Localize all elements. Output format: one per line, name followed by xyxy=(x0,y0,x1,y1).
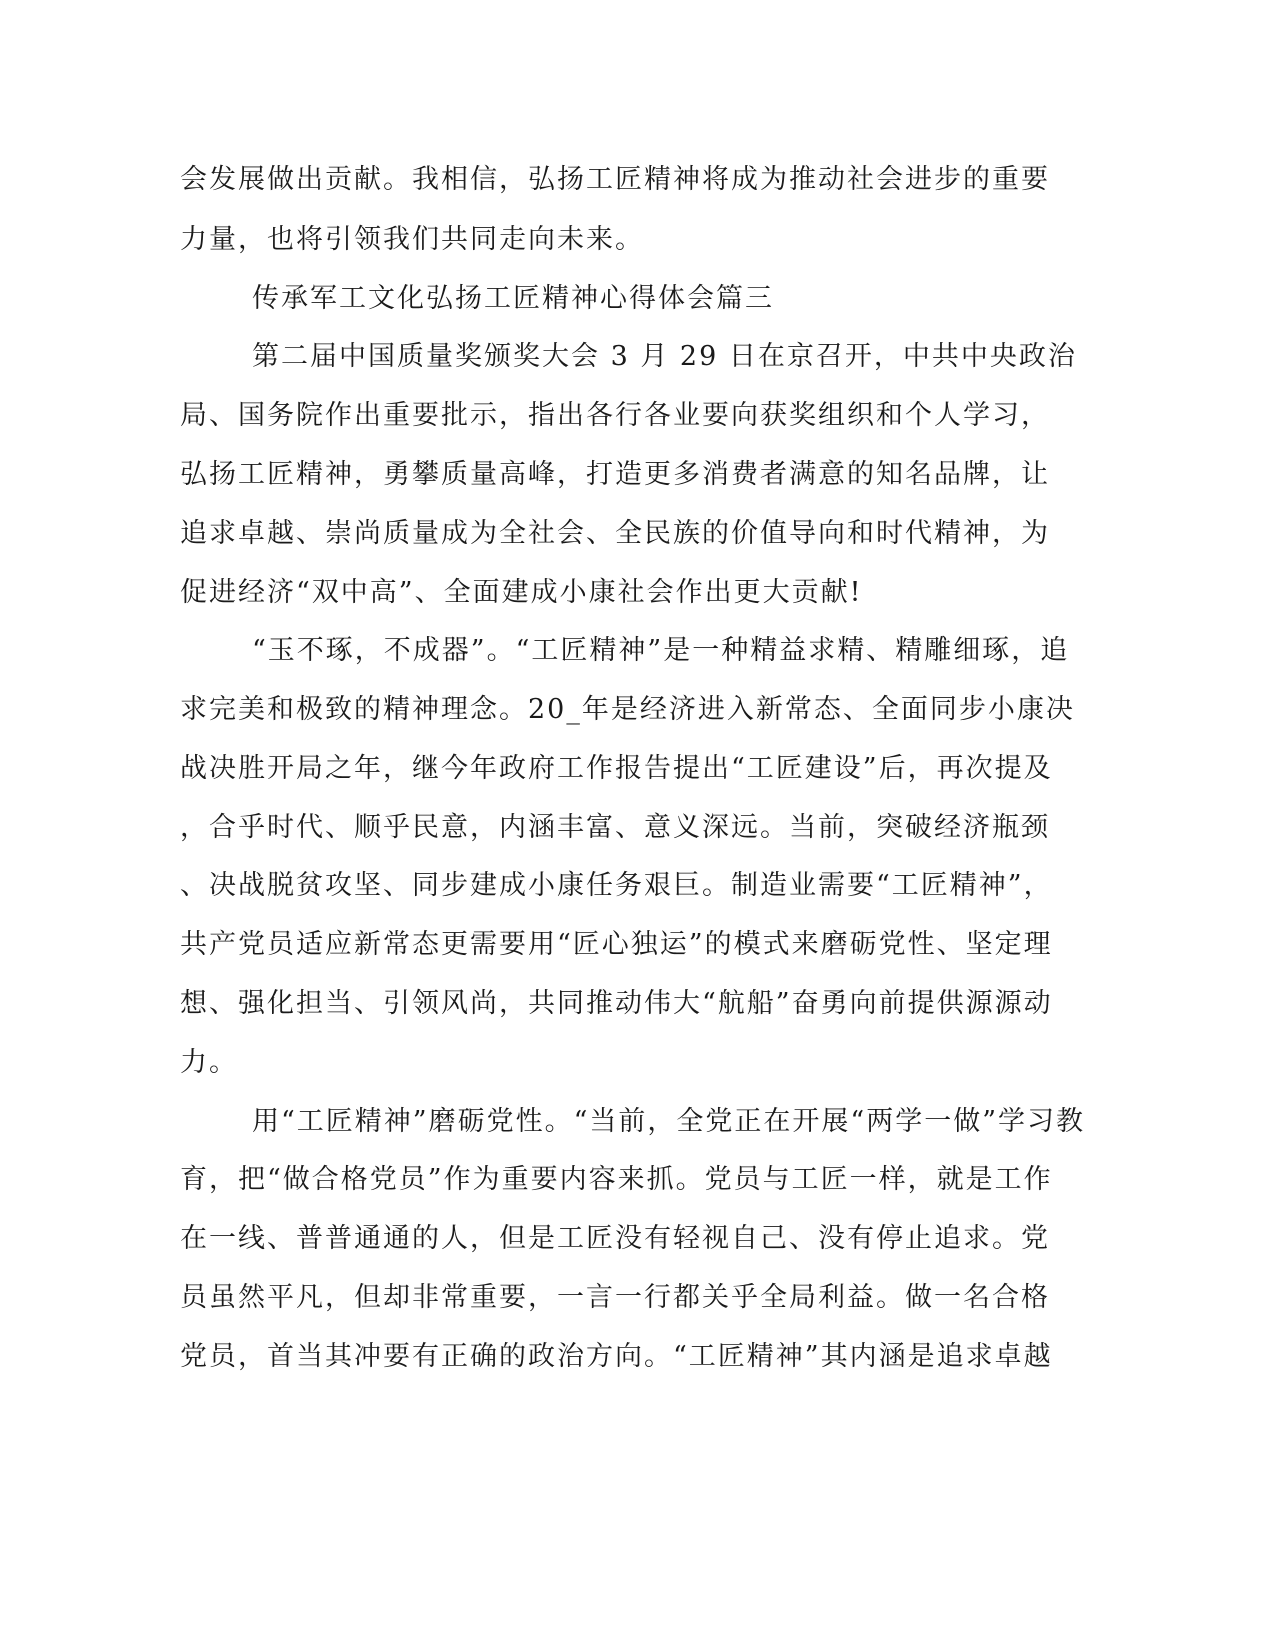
text-line: 员虽然平凡，但却非常重要，一言一行都关乎全局利益。做一名合格 xyxy=(180,1282,1050,1313)
text-line: 追求卓越、崇尚质量成为全社会、全民族的价值导向和时代精神，为 xyxy=(180,518,1050,549)
text-line: 弘扬工匠精神，勇攀质量高峰，打造更多消费者满意的知名品牌，让 xyxy=(180,459,1050,490)
text-line: 第二届中国质量奖颁奖大会 3 月 29 日在京召开，中共中央政治 xyxy=(252,341,1077,372)
text-line: 力量，也将引领我们共同走向未来。 xyxy=(180,224,644,255)
text-line: 促进经济“双中高”、全面建成小康社会作出更大贡献! xyxy=(180,577,863,608)
text-line: 共产党员适应新常态更需要用“匠心独运”的模式来磨砺党性、坚定理 xyxy=(180,929,1053,960)
text-line: 用“工匠精神”磨砺党性。“当前，全党正在开展“两学一做”学习教 xyxy=(252,1106,1086,1137)
text-line: 想、强化担当、引领风尚，共同推动伟大“航船”奋勇向前提供源源动 xyxy=(180,988,1053,1019)
text-line: 战决胜开局之年，继今年政府工作报告提出“工匠建设”后，再次提及 xyxy=(180,753,1053,784)
text-line: “玉不琢，不成器”。“工匠精神”是一种精益求精、精雕细琢，追 xyxy=(252,635,1070,666)
text-line: 局、国务院作出重要批示，指出各行各业要向获奖组织和个人学习， xyxy=(180,400,1050,431)
text-line: 求完美和极致的精神理念。20_年是经济进入新常态、全面同步小康决 xyxy=(180,694,1075,725)
text-line: 会发展做出贡献。我相信，弘扬工匠精神将成为推动社会进步的重要 xyxy=(180,164,1050,195)
text-line: 、决战脱贫攻坚、同步建成小康任务艰巨。制造业需要“工匠精神”， xyxy=(180,870,1053,901)
text-line: 育，把“做合格党员”作为重要内容来抓。党员与工匠一样，就是工作 xyxy=(180,1164,1053,1195)
text-line: ，合乎时代、顺乎民意，内涵丰富、意义深远。当前，突破经济瓶颈 xyxy=(180,812,1050,843)
text-line: 在一线、普普通通的人，但是工匠没有轻视自己、没有停止追求。党 xyxy=(180,1223,1050,1254)
text-line: 力。 xyxy=(180,1047,238,1078)
text-line: 党员，首当其冲要有正确的政治方向。“工匠精神”其内涵是追求卓越 xyxy=(180,1341,1053,1372)
section-heading: 传承军工文化弘扬工匠精神心得体会篇三 xyxy=(252,283,774,314)
